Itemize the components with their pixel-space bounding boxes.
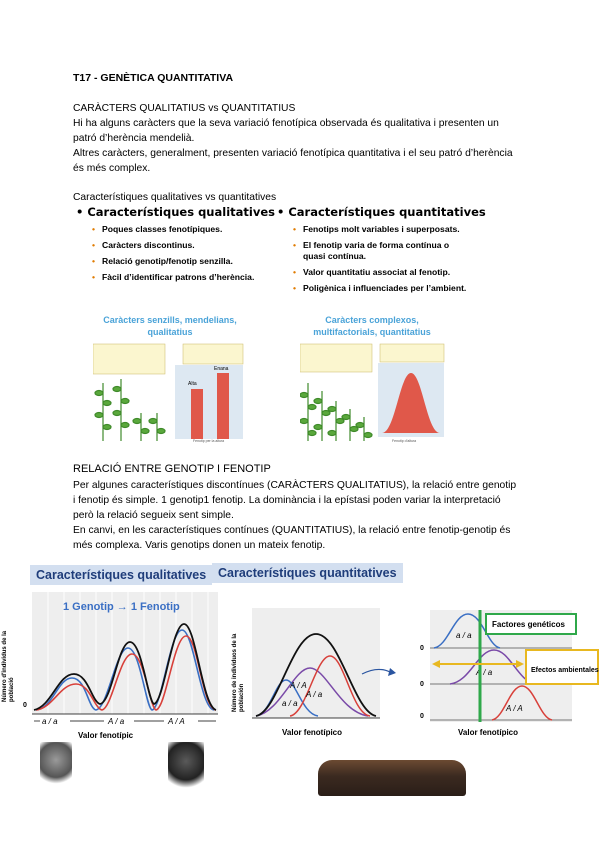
gorilla-image-light xyxy=(40,742,72,787)
page-title: T17 - GENÈTICA QUANTITATIVA xyxy=(73,72,234,84)
list-item: • Caràcters discontinus. xyxy=(90,240,260,251)
genotype-label: a / a xyxy=(456,631,472,640)
quantitative-title: • Característiques quantitatives xyxy=(277,205,486,219)
section1-paragraph-1: Hi ha alguns caràcters que la seva variació fenotípica observada és qualitativa i presenten un patró d’herència mendelià. xyxy=(73,118,499,144)
list-item: • Poligènica i influenciades per l’ambient. xyxy=(291,283,471,294)
box-env-label: Efectos ambientales xyxy=(531,667,599,674)
section1-heading: CARÀCTERS QUALITATIUS vs QUANTITATIUS xyxy=(73,103,296,114)
quant-ylabel-wrap xyxy=(232,608,244,714)
list-item: • Fenotips molt variables i superposats. xyxy=(291,224,471,235)
genotype-label: A / a xyxy=(306,690,323,699)
qual-xlabel: Valor fenotípic xyxy=(78,731,134,740)
people-group-image xyxy=(318,760,466,796)
bar-label-alta: Alta xyxy=(188,381,197,387)
quant-zero-label: 0 xyxy=(420,645,424,652)
quant-ylabel: Número de individuos de la población xyxy=(232,633,245,712)
rule-label: 1 Genotip → 1 Fenotip xyxy=(63,601,180,613)
genotype-label: A / a xyxy=(108,717,125,726)
list-item: • Fàcil d’identificar patrons d’herència. xyxy=(90,272,260,283)
list-item: • Valor quantitatiu associat al fenotip. xyxy=(291,267,471,278)
qualitative-list xyxy=(90,224,260,288)
qualitative-chart-tab: Característiques qualitatives xyxy=(30,565,212,585)
genotype-label: A / A xyxy=(168,717,185,726)
quant-xlabel-left: Valor fenotípico xyxy=(282,728,343,737)
genotype-label: A / A xyxy=(290,681,307,690)
quant-xlabel-right: Valor fenotípico xyxy=(458,728,519,737)
qualitative-title: • Característiques qualitatives xyxy=(76,205,275,219)
comparison-heading: Característiques qualitatives vs quantitatives xyxy=(73,192,277,203)
curve-xlabel: Fenotip d’altura xyxy=(392,439,417,443)
genotype-label: A / a xyxy=(476,668,493,677)
quant-zero-label: 0 xyxy=(420,713,424,720)
bar-label-enana: Enana xyxy=(214,366,229,372)
quantitative-chart-tab: Característiques quantitatives xyxy=(212,563,403,583)
section2-heading: RELACIÓ ENTRE GENOTIP I FENOTIP xyxy=(73,463,271,475)
quantitative-caption: Caràcters complexos, multifactorials, quantitatius xyxy=(313,315,431,337)
genotype-label: a / a xyxy=(42,717,58,726)
genotype-label: a / a xyxy=(282,699,298,708)
bar-xlabel: Fenotip per la altura xyxy=(193,439,225,443)
list-item: • Poques classes fenotípiques. xyxy=(90,224,260,235)
list-item: • El fenotip varia de forma contínua o quasi contínua. xyxy=(291,240,471,262)
qualitative-chart xyxy=(8,590,220,742)
list-item: • Relació genotip/fenotip senzilla. xyxy=(90,256,260,267)
gorilla-image-dark xyxy=(168,742,204,790)
qual-zero-label: 0 xyxy=(23,702,27,709)
quantitative-figure xyxy=(300,343,446,443)
quantitative-chart xyxy=(230,600,600,746)
section2-paragraph-1: Per algunes característiques discontínues (CARÀCTERS QUALITATIUS), la relació entre genotip i fenotip és simple. 1 genotip1 fenotip. La dominància i la epístasi poden variar la interpretació però la relació segueix sent simple. xyxy=(73,480,517,521)
genotype-label: A / A xyxy=(506,704,523,713)
section2-paragraph-2: En canvi, en les característiques contínues (QUANTITATIUS), la relació entre fenotip-genotip és més complexa. Varis genotips donen un mateix fenotip. xyxy=(73,525,511,551)
qual-ylabel-wrap xyxy=(2,610,18,705)
quant-zero-label: 0 xyxy=(420,681,424,688)
qual-ylabel: Número d'individus de la població xyxy=(2,630,15,702)
section1-paragraph-2: Altres caràcters, generalment, presenten variació fenotípica quantitativa i el seu patró d’herència és més complex. xyxy=(73,148,513,174)
box-genetic-label: Factores genéticos xyxy=(492,620,565,629)
qualitative-caption: Caràcters senzills, mendelians, qualitatius xyxy=(103,315,237,337)
quantitative-list xyxy=(291,224,471,299)
qualitative-figure xyxy=(93,343,245,443)
